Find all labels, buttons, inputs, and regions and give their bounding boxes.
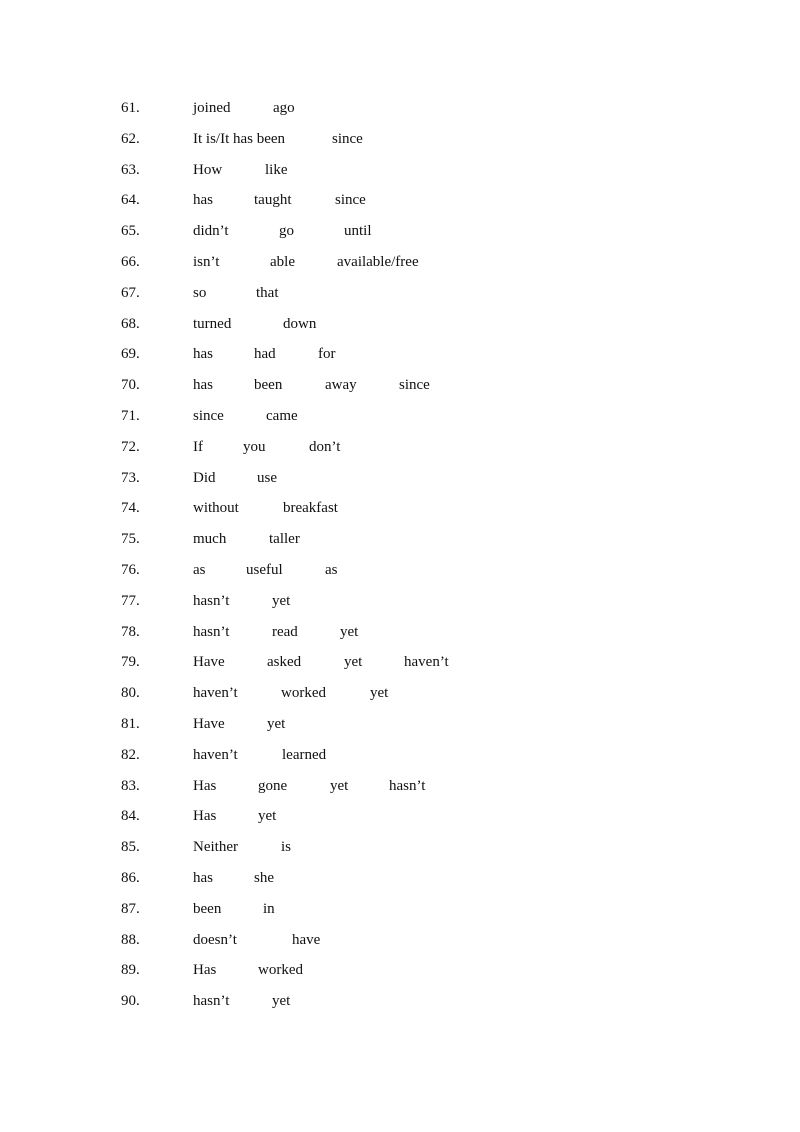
answer-word: Neither xyxy=(193,839,238,856)
answer-word: is xyxy=(281,839,292,856)
answer-row xyxy=(0,802,800,833)
answer-number: 69. xyxy=(121,346,140,363)
answer-row xyxy=(0,340,800,371)
answer-word: for xyxy=(318,346,336,363)
answer-word: so xyxy=(193,284,207,301)
answer-word: able xyxy=(270,253,295,270)
answer-word: has xyxy=(193,192,213,209)
answer-number: 87. xyxy=(121,900,140,917)
answer-word: yet xyxy=(272,993,291,1010)
answer-word: you xyxy=(243,438,266,455)
answer-word: doesn’t xyxy=(193,931,237,948)
answer-word: yet xyxy=(370,685,389,702)
answer-word: since xyxy=(335,192,366,209)
answer-word: read xyxy=(272,623,298,640)
answer-number: 76. xyxy=(121,561,140,578)
answer-row xyxy=(0,310,800,341)
answer-word: If xyxy=(193,438,203,455)
answer-word: since xyxy=(399,377,430,394)
answer-number: 66. xyxy=(121,253,140,270)
answer-row xyxy=(0,741,800,772)
answer-word: useful xyxy=(246,561,283,578)
answer-word: How xyxy=(193,161,223,178)
answer-number: 80. xyxy=(121,685,140,702)
answer-row xyxy=(0,926,800,957)
answer-word: since xyxy=(332,130,363,147)
answer-number: 62. xyxy=(121,130,140,147)
answer-word: had xyxy=(254,346,276,363)
answer-row xyxy=(0,371,800,402)
answer-row xyxy=(0,987,800,1018)
answer-list xyxy=(0,94,800,1018)
answer-number: 89. xyxy=(121,962,140,979)
answer-word: hasn’t xyxy=(193,623,230,640)
answer-word: Has xyxy=(193,777,217,794)
answer-number: 75. xyxy=(121,531,140,548)
answer-number: 73. xyxy=(121,469,140,486)
answer-row xyxy=(0,772,800,803)
answer-word: came xyxy=(266,407,298,424)
answer-word: use xyxy=(257,469,277,486)
answer-word: has xyxy=(193,869,213,886)
answer-number: 74. xyxy=(121,500,140,517)
answer-number: 79. xyxy=(121,654,140,671)
answer-word: hasn’t xyxy=(193,993,230,1010)
answer-row xyxy=(0,156,800,187)
answer-word: been xyxy=(254,377,283,394)
answer-word: joined xyxy=(193,100,231,116)
answer-number: 83. xyxy=(121,777,140,794)
answer-word: haven’t xyxy=(404,654,449,671)
answer-row xyxy=(0,833,800,864)
answer-row xyxy=(0,956,800,987)
answer-row xyxy=(0,217,800,248)
answer-word: It is/It has been xyxy=(193,130,286,147)
answer-word: as xyxy=(193,561,206,578)
answer-word: down xyxy=(283,315,317,332)
answer-word: yet xyxy=(340,623,359,640)
answer-row xyxy=(0,186,800,217)
answer-word: as xyxy=(325,561,338,578)
answer-word: didn’t xyxy=(193,223,229,240)
answer-word: isn’t xyxy=(193,253,220,270)
answer-word: much xyxy=(193,531,227,548)
answer-word: worked xyxy=(258,962,303,979)
answer-word: has xyxy=(193,346,213,363)
answer-row xyxy=(0,279,800,310)
answer-row xyxy=(0,525,800,556)
answer-word: Did xyxy=(193,469,216,486)
answer-word: in xyxy=(263,900,275,917)
answer-number: 85. xyxy=(121,839,140,856)
answer-number: 67. xyxy=(121,284,140,301)
answer-word: haven’t xyxy=(193,746,238,763)
answer-word: available/free xyxy=(337,253,419,270)
answer-number: 84. xyxy=(121,808,140,825)
answer-word: go xyxy=(279,223,294,240)
answer-row xyxy=(0,618,800,649)
answer-word: taught xyxy=(254,192,292,209)
answer-word: hasn’t xyxy=(193,592,230,609)
answer-number: 68. xyxy=(121,315,140,332)
answer-number: 72. xyxy=(121,438,140,455)
answer-word: has xyxy=(193,377,213,394)
answer-number: 86. xyxy=(121,869,140,886)
answer-word: learned xyxy=(282,746,327,763)
answer-number: 77. xyxy=(121,592,140,609)
answer-word: since xyxy=(193,407,224,424)
answer-word: yet xyxy=(267,715,286,732)
answer-number: 88. xyxy=(121,931,140,948)
answer-number: 81. xyxy=(121,715,140,732)
answer-word: until xyxy=(344,223,372,240)
answer-word: yet xyxy=(258,808,277,825)
answer-row xyxy=(0,587,800,618)
answer-row xyxy=(0,556,800,587)
answer-number: 63. xyxy=(121,161,140,178)
answer-word: yet xyxy=(344,654,363,671)
answer-number: 70. xyxy=(121,377,140,394)
answer-row xyxy=(0,433,800,464)
answer-word: ago xyxy=(273,100,295,116)
answer-word: haven’t xyxy=(193,685,238,702)
answer-word: yet xyxy=(330,777,349,794)
answer-row xyxy=(0,648,800,679)
answer-row xyxy=(0,494,800,525)
answer-word: Has xyxy=(193,808,217,825)
answer-number: 82. xyxy=(121,746,140,763)
answer-word: turned xyxy=(193,315,232,332)
answer-word: don’t xyxy=(309,438,341,455)
answer-row xyxy=(0,464,800,495)
answer-word: she xyxy=(254,869,274,886)
answer-row xyxy=(0,248,800,279)
answer-number: 64. xyxy=(121,192,140,209)
answer-word: without xyxy=(193,500,239,517)
answer-row xyxy=(0,125,800,156)
answer-row xyxy=(0,402,800,433)
answer-number: 90. xyxy=(121,993,140,1010)
answer-number: 71. xyxy=(121,407,140,424)
answer-number: 61. xyxy=(121,100,140,116)
answer-word: have xyxy=(292,931,321,948)
answer-row xyxy=(0,864,800,895)
answer-word: Has xyxy=(193,962,217,979)
answer-word: Have xyxy=(193,654,225,671)
answer-word: asked xyxy=(267,654,302,671)
answer-word: worked xyxy=(281,685,326,702)
answer-row xyxy=(0,895,800,926)
answer-word: that xyxy=(256,284,279,301)
answer-word: hasn’t xyxy=(389,777,426,794)
answer-word: been xyxy=(193,900,222,917)
answer-number: 65. xyxy=(121,223,140,240)
answer-number: 78. xyxy=(121,623,140,640)
answer-row xyxy=(0,710,800,741)
answer-row xyxy=(0,94,800,125)
answer-word: Have xyxy=(193,715,225,732)
answer-word: breakfast xyxy=(283,500,338,517)
answer-word: away xyxy=(325,377,357,394)
answer-word: taller xyxy=(269,531,300,548)
answer-word: yet xyxy=(272,592,291,609)
answer-row xyxy=(0,679,800,710)
answer-word: like xyxy=(265,161,288,178)
answer-word: gone xyxy=(258,777,288,794)
